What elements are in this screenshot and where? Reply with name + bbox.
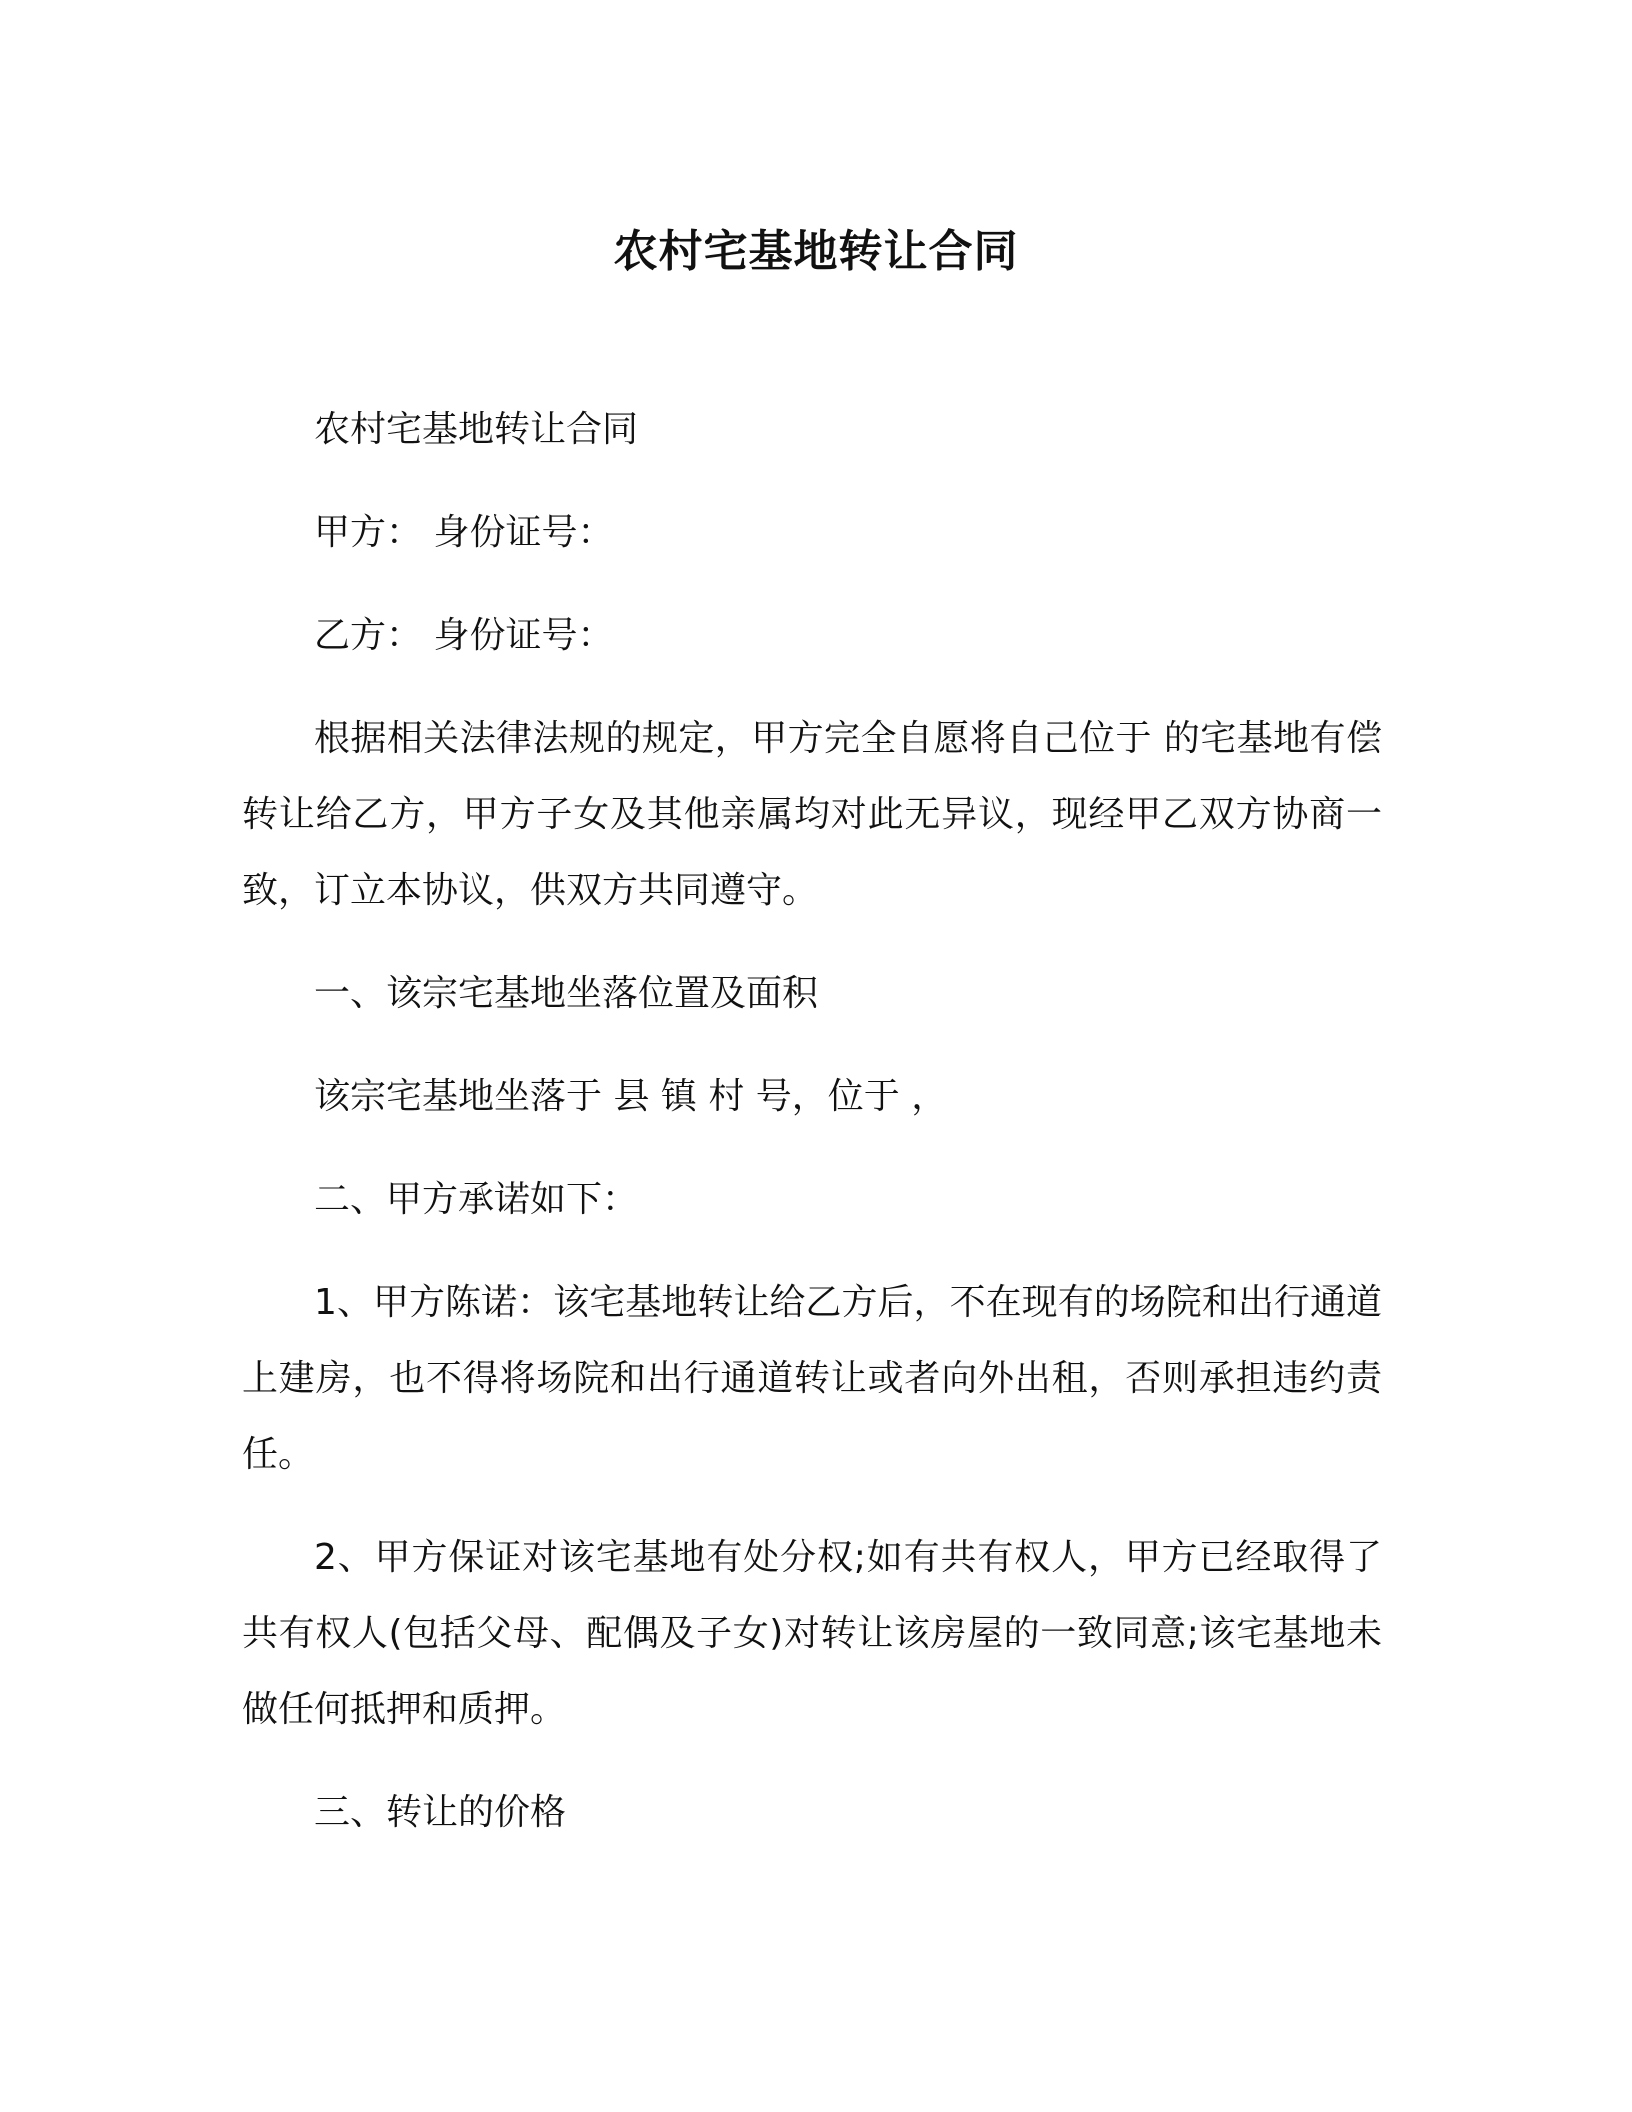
document-body xyxy=(242,392,1382,1878)
location-paragraph: 该宗宅基地坐落于 县 镇 村 号，位于 ， xyxy=(314,1076,948,1117)
section-heading-price: 三、转让的价格 xyxy=(314,1792,567,1833)
section-heading-commitments: 二、甲方承诺如下： xyxy=(314,1179,639,1220)
section-heading-location: 一、该宗宅基地坐落位置及面积 xyxy=(314,973,819,1014)
subtitle-paragraph: 农村宅基地转让合同 xyxy=(314,409,639,450)
party-a-line: 甲方： 身份证号： xyxy=(314,512,614,553)
commitment-2-paragraph: 2、甲方保证对该宅基地有处分权;如有共有权人，甲方已经取得了共有权人(包括父母、配偶及子女)对转让该房屋的一致同意;该宅基地未做任何抵押和质押。 xyxy=(242,1537,1382,1730)
preamble-paragraph: 根据相关法律法规的规定，甲方完全自愿将自己位于 的宅基地有偿转让给乙方，甲方子女及其他亲属均对此无异议，现经甲乙双方协商一致，订立本协议，供双方共同遵守。 xyxy=(242,718,1382,911)
commitment-1-paragraph: 1、甲方陈诺：该宅基地转让给乙方后，不在现有的场院和出行通道上建房，也不得将场院和出行通道转让或者向外出租，否则承担违约责任。 xyxy=(242,1282,1382,1475)
document-title: 农村宅基地转让合同 xyxy=(613,226,1019,277)
party-b-line: 乙方： 身份证号： xyxy=(314,615,614,656)
